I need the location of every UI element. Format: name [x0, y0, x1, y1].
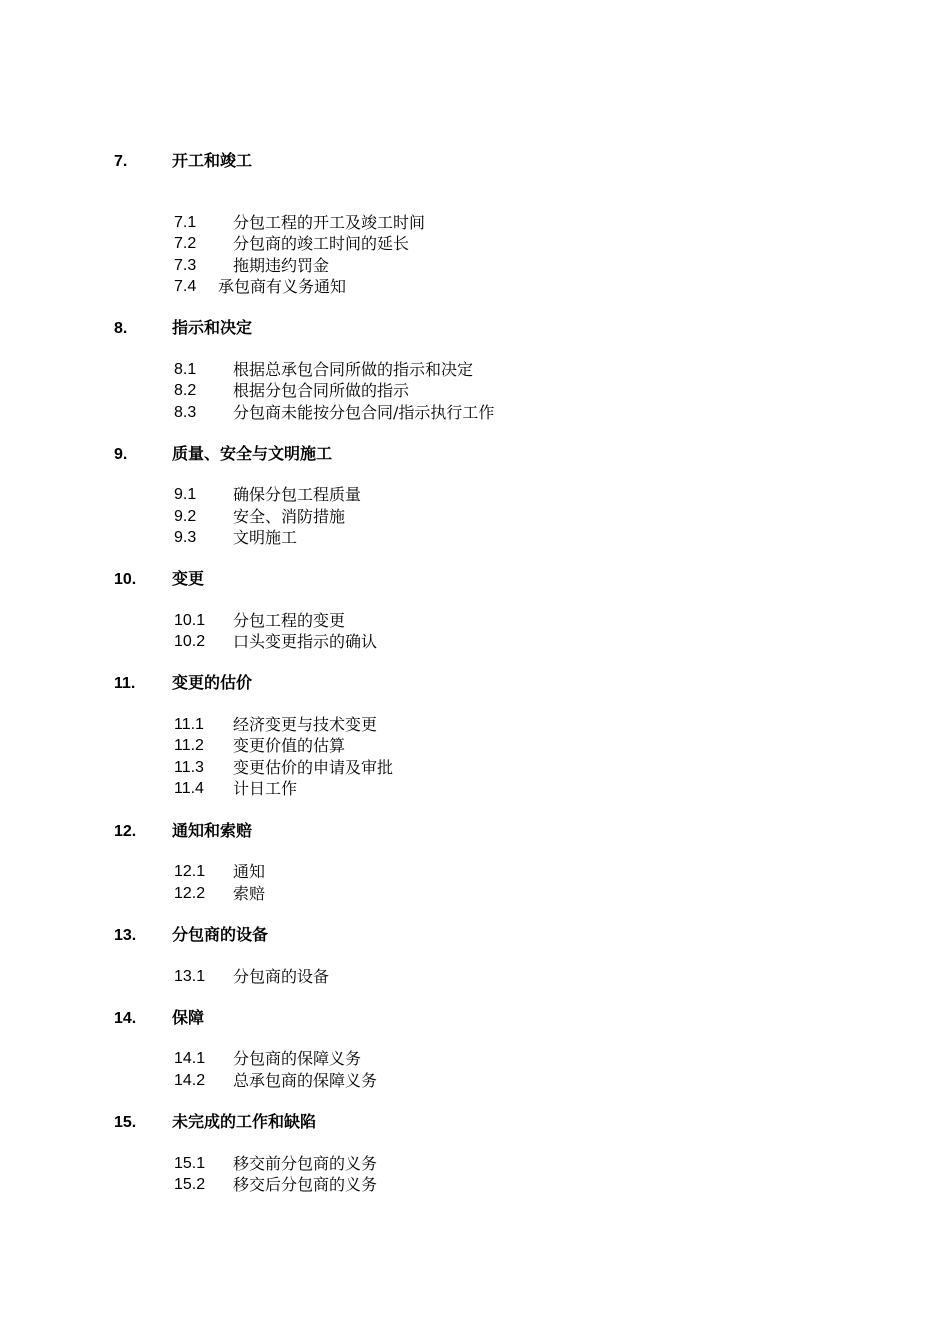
section-number: 7.: [114, 153, 128, 170]
section-title: 分包商的设备: [172, 927, 269, 944]
item-number: 7.1: [174, 214, 197, 231]
item-label: 根据总承包合同所做的指示和决定: [233, 360, 474, 379]
item-number: 7.3: [174, 257, 197, 274]
item-number: 11.1: [174, 716, 204, 733]
item-label: 移交后分包商的义务: [233, 1175, 378, 1194]
item-label: 分包商的设备: [233, 967, 330, 986]
section-title: 变更的估价: [172, 675, 253, 692]
item-number: 10.2: [174, 633, 206, 650]
section-title: 指示和决定: [172, 320, 253, 337]
section-number: 15.: [114, 1114, 137, 1131]
item-label: 通知: [233, 862, 266, 881]
item-label: 分包商的保障义务: [233, 1049, 362, 1068]
item-number: 12.1: [174, 863, 206, 880]
item-number: 9.3: [174, 529, 197, 546]
section-number: 10.: [114, 571, 137, 588]
item-number: 11.3: [174, 759, 204, 776]
item-label: 移交前分包商的义务: [233, 1154, 378, 1173]
item-label: 总承包商的保障义务: [233, 1071, 378, 1090]
item-label: 分包商未能按分包合同/指示执行工作: [233, 403, 495, 422]
item-label: 经济变更与技术变更: [233, 715, 378, 734]
item-label: 口头变更指示的确认: [233, 632, 378, 651]
item-label: 承包商有义务通知: [218, 277, 347, 296]
item-number: 15.2: [174, 1176, 206, 1193]
item-number: 10.1: [174, 612, 206, 629]
section-title: 未完成的工作和缺陷: [172, 1114, 317, 1131]
section-title: 通知和索赔: [172, 823, 253, 840]
section-title: 质量、安全与文明施工: [172, 446, 333, 463]
section-title: 保障: [172, 1010, 205, 1027]
item-label: 变更价值的估算: [233, 736, 346, 755]
item-label: 计日工作: [233, 779, 298, 798]
item-label: 分包工程的变更: [233, 611, 346, 630]
item-label: 文明施工: [233, 528, 298, 547]
item-label: 索赔: [233, 884, 266, 903]
item-number: 14.1: [174, 1050, 206, 1067]
item-number: 8.2: [174, 382, 197, 399]
section-number: 14.: [114, 1010, 137, 1027]
item-number: 11.4: [174, 780, 204, 797]
item-label: 分包商的竣工时间的延长: [233, 234, 410, 253]
item-number: 12.2: [174, 885, 206, 902]
item-label: 安全、消防措施: [233, 507, 346, 526]
item-label: 变更估价的申请及审批: [233, 758, 394, 777]
section-number: 12.: [114, 823, 137, 840]
section-title: 变更: [172, 571, 205, 588]
item-number: 14.2: [174, 1072, 206, 1089]
item-number: 7.4: [174, 278, 197, 295]
item-label: 确保分包工程质量: [233, 485, 362, 504]
item-label: 根据分包合同所做的指示: [233, 381, 410, 400]
section-number: 11.: [114, 675, 136, 692]
item-number: 9.1: [174, 486, 197, 503]
section-number: 13.: [114, 927, 137, 944]
item-number: 15.1: [174, 1155, 206, 1172]
item-label: 拖期违约罚金: [233, 256, 330, 275]
section-number: 8.: [114, 320, 128, 337]
item-number: 7.2: [174, 235, 197, 252]
item-number: 13.1: [174, 968, 206, 985]
section-number: 9.: [114, 446, 128, 463]
item-number: 11.2: [174, 737, 204, 754]
item-number: 8.3: [174, 404, 197, 421]
section-title: 开工和竣工: [172, 153, 253, 170]
item-number: 9.2: [174, 508, 197, 525]
item-label: 分包工程的开工及竣工时间: [233, 213, 426, 232]
item-number: 8.1: [174, 361, 197, 378]
